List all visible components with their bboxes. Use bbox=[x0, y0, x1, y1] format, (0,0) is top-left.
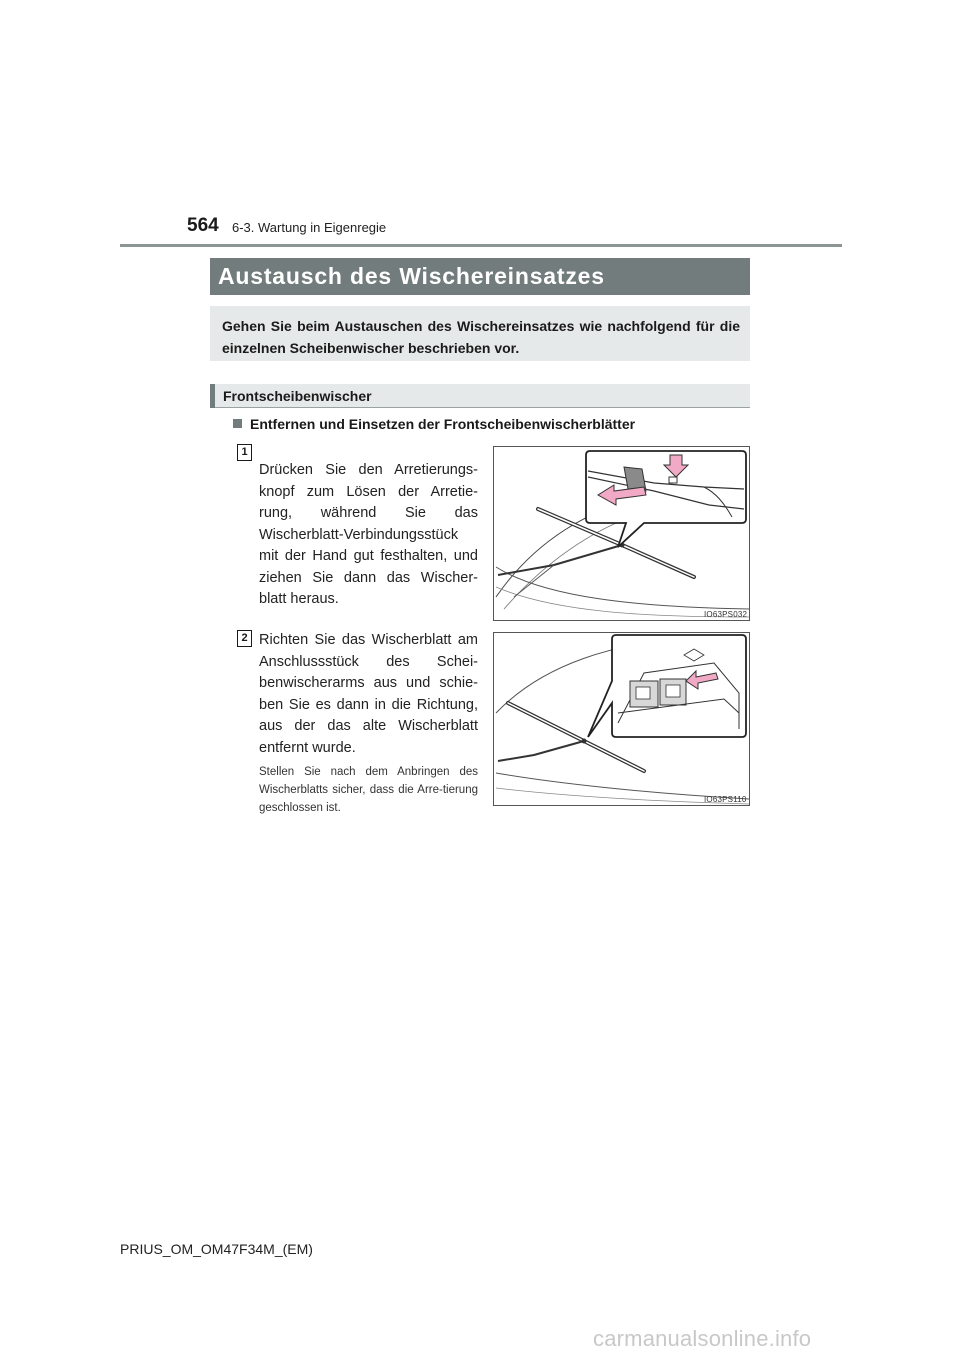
watermark: carmanualsonline.info bbox=[593, 1326, 812, 1351]
step-1-badge: 1 bbox=[237, 444, 252, 461]
square-bullet-icon bbox=[233, 419, 242, 428]
step-1-text: Drücken Sie den Arretierungs-knopf zum Lösen der Arretie-rung, während Sie das Wischerblatt-Verbindungsstück mit der Hand gut festhalten, und ziehen Sie dann das Wischer-blatt heraus. bbox=[259, 462, 478, 607]
step-2-badge: 2 bbox=[237, 630, 252, 647]
document-id: PRIUS_OM_OM47F34M_(EM) bbox=[120, 1241, 313, 1257]
wiper-removal-illustration bbox=[494, 447, 749, 620]
section-reference: 6-3. Wartung in Eigenregie bbox=[232, 220, 387, 235]
step-2-note: Stellen Sie nach dem Anbringen des Wischerblatts sicher, dass die Arre-tierung geschlossen ist. bbox=[259, 766, 478, 814]
figure-1-code: IO63PS032 bbox=[704, 610, 748, 619]
page-title: Austausch des Wischereinsatzes bbox=[218, 263, 605, 289]
subheading: Entfernen und Einsetzen der Frontscheibenwischerblätter bbox=[250, 416, 636, 432]
figure-2-code: IO63PS110 bbox=[704, 795, 747, 804]
header-rule bbox=[120, 244, 842, 247]
section-heading: Frontscheibenwischer bbox=[223, 388, 372, 404]
intro-text: Gehen Sie beim Austauschen des Wischereinsatzes wie nachfolgend für die einzelnen Scheibenwischer beschrieben vor. bbox=[222, 318, 740, 356]
section-heading-accent bbox=[210, 384, 215, 408]
step-2-text: Richten Sie das Wischerblatt am Anschlussstück des Schei-benwischerarms aus und schie-ben Sie es dann in die Richtung, aus der das alte Wischerblatt entfernt wurde. bbox=[259, 632, 478, 756]
wiper-installation-illustration bbox=[494, 633, 749, 805]
page-number: 564 bbox=[187, 215, 219, 236]
figure-wiper-installation bbox=[493, 632, 750, 806]
figure-wiper-removal bbox=[493, 446, 750, 621]
